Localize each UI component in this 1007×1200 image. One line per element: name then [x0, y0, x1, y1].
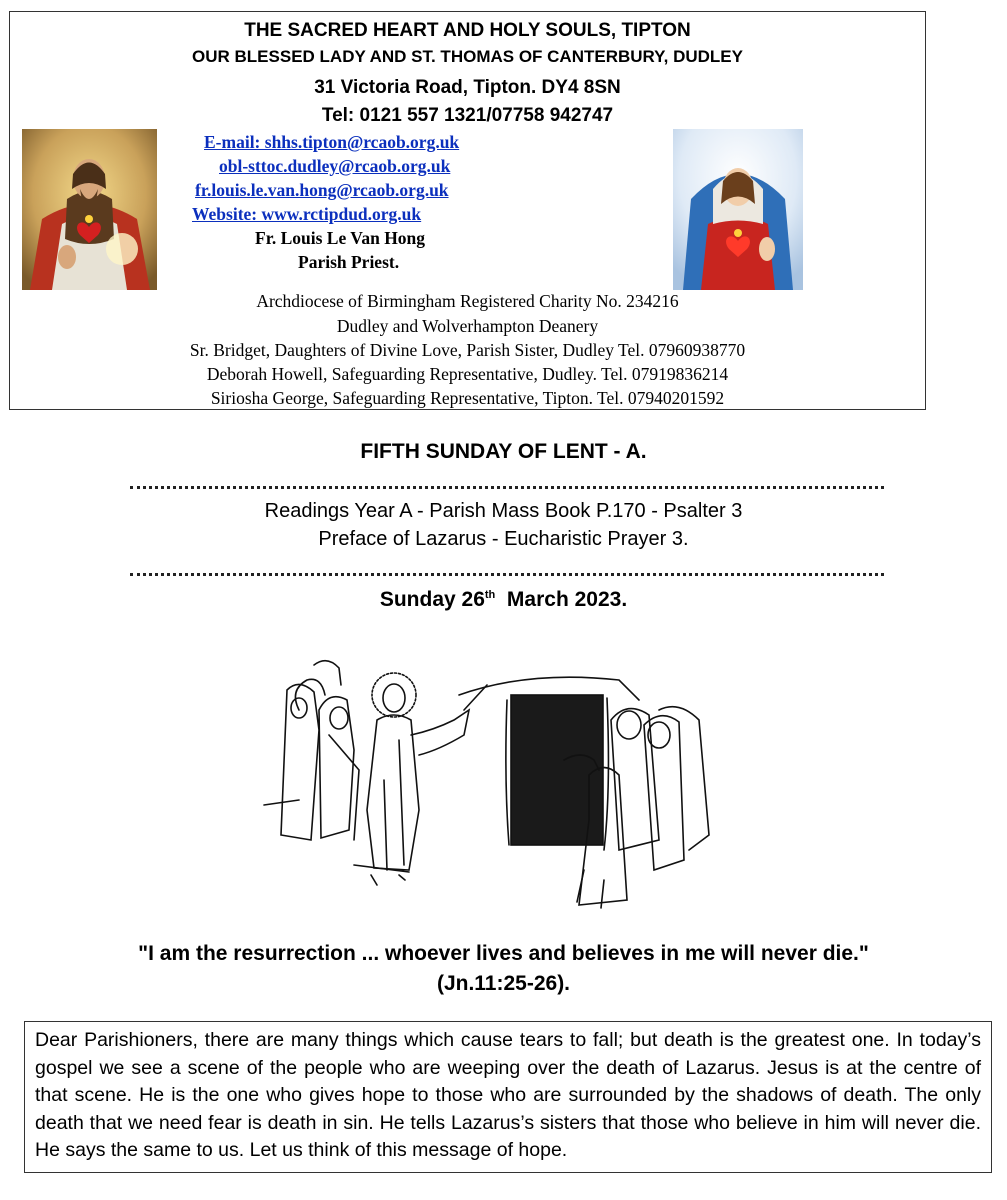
- dotted-divider: [130, 573, 884, 576]
- charity-number: Archdiocese of Birmingham Registered Charity No. 234216: [256, 291, 679, 311]
- parish-name-tipton: THE SACRED HEART AND HOLY SOULS, TIPTON: [244, 20, 691, 41]
- priest-name: Fr. Louis Le Van Hong: [255, 228, 426, 248]
- date-ordinal: th: [484, 589, 496, 601]
- date-month-year: March 2023.: [495, 588, 628, 611]
- website-link[interactable]: Website: www.rctipdud.org.uk: [192, 204, 422, 224]
- preface-line: Preface of Lazarus - Eucharistic Prayer 3.: [318, 528, 689, 550]
- dotted-divider: [130, 486, 884, 489]
- email-priest-link[interactable]: fr.louis.le.van.hong@rcaob.org.uk: [195, 180, 449, 200]
- scripture-reference: (Jn.11:25-26).: [436, 972, 571, 995]
- deanery: Dudley and Wolverhampton Deanery: [336, 316, 599, 336]
- parish-message-text: Dear Parishioners, there are many things which cause tears to fall; but death is the greatest one. In today’s gospel we see a scene of the people who are weeping over the death of Lazarus. Jesus is at the centre of that scene. He is the one who gives hope to those who are surrounded by the shadows of death. The only death that we need fear is death in sin. He tells Lazarus’s sisters that those who believe in him will never die. He says the same to us. Let us think of this message of hope.: [35, 1029, 981, 1161]
- immaculate-heart-mary-image: [673, 129, 803, 290]
- lazarus-raising-illustration: [259, 640, 729, 918]
- email-tipton-link[interactable]: E-mail: shhs.tipton@rcaob.org.uk: [204, 132, 460, 152]
- scripture-quote: "I am the resurrection ... whoever lives and believes in me will never die.": [138, 942, 869, 965]
- priest-title: Parish Priest.: [298, 252, 400, 272]
- safeguarding-tipton: Siriosha George, Safeguarding Representative, Tipton. Tel. 07940201592: [210, 388, 725, 408]
- date-day: Sunday 26: [379, 588, 485, 611]
- parish-sister: Sr. Bridget, Daughters of Divine Love, Parish Sister, Dudley Tel. 07960938770: [189, 340, 746, 360]
- parish-header-box: [9, 11, 926, 410]
- sacred-heart-jesus-image: [22, 129, 157, 290]
- parish-telephone: Tel: 0121 557 1321/07758 942747: [321, 105, 614, 126]
- parish-address: 31 Victoria Road, Tipton. DY4 8SN: [314, 77, 621, 98]
- liturgical-sunday-title: FIFTH SUNDAY OF LENT - A.: [360, 440, 647, 463]
- parish-name-dudley: OUR BLESSED LADY AND ST. THOMAS OF CANTERBURY, DUDLEY: [192, 47, 743, 66]
- email-dudley-link[interactable]: obl-sttoc.dudley@rcaob.org.uk: [219, 156, 451, 176]
- safeguarding-dudley: Deborah Howell, Safeguarding Representative, Dudley. Tel. 07919836214: [206, 364, 729, 384]
- readings-line: Readings Year A - Parish Mass Book P.170 - Psalter 3: [264, 500, 743, 522]
- date-line: [0, 588, 1007, 612]
- parish-message-box: [24, 1021, 992, 1173]
